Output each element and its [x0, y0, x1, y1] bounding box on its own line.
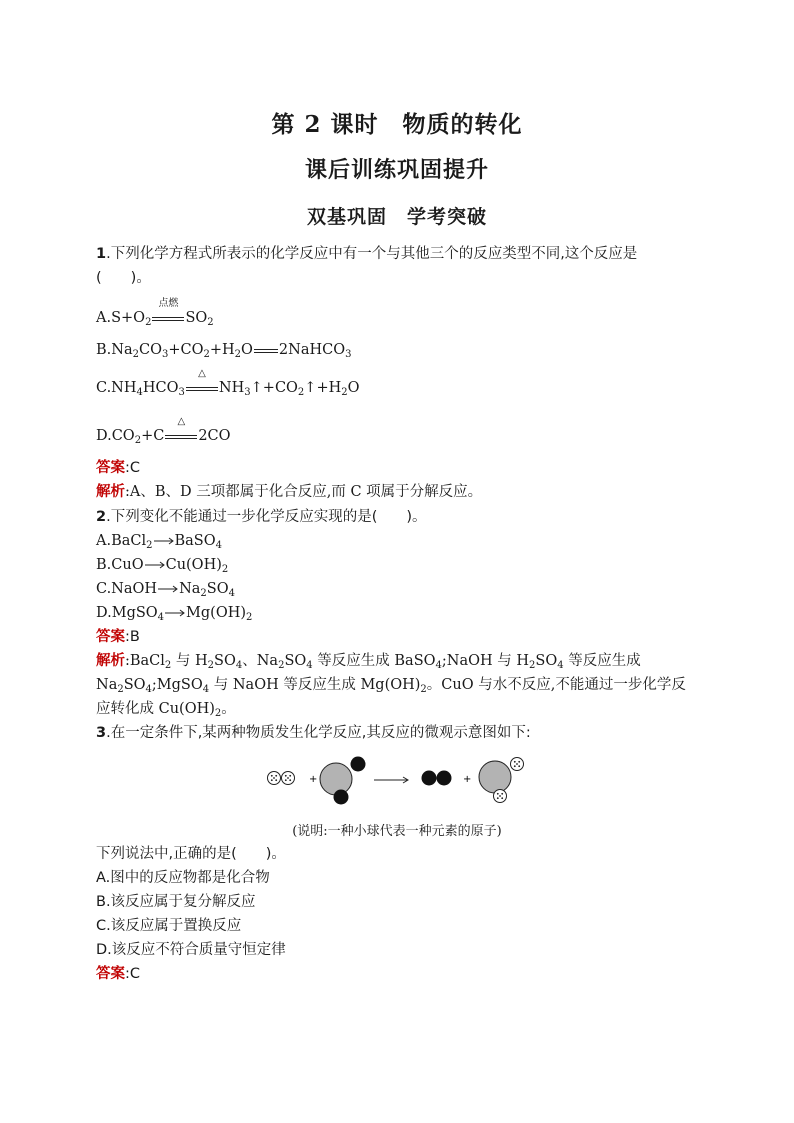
plus-sign-1: +: [309, 774, 318, 785]
q3-question: 下列说法中,正确的是( )。: [96, 846, 286, 862]
q2-option-c: C.NaOH $Na_2SO_4$: [96, 581, 235, 599]
black-diatomic-molecule: [422, 771, 452, 786]
equals-sign-with-condition: 点燃: [151, 311, 185, 325]
q2-option-b: B.CuO $Cu(OH)_2$: [96, 557, 229, 575]
q1-option-c: $C.NH_4HCO_3$ △ $NH_3↑+CO_2↑+H_2O$: [96, 368, 360, 398]
plus-sign-2: +: [463, 774, 472, 785]
q2-answer: 答案:B: [96, 629, 140, 645]
equals-sign-with-condition: △: [185, 381, 219, 395]
q2-option-a: A.BaCl$_2$ BaSO$_4$: [96, 533, 222, 551]
q1-answer: 答案:C: [96, 460, 141, 476]
lesson-title: 第 2 课时 物质的转化: [271, 111, 523, 138]
q1-stem-line2: ( )。: [96, 270, 151, 286]
equals-sign: [253, 343, 279, 357]
q3-option-a: A.图中的反应物都是化合物: [96, 870, 270, 886]
section-title: 课后训练巩固提升: [304, 157, 489, 183]
q2-explanation-line1: 解析:BaCl$_2$ 与 $H_2SO_4$、$Na_2SO_4$ 等反应生成 BaSO$_4$;NaOH 与 $H_2SO_4$ 等反应生成: [96, 653, 641, 671]
q3-option-c: C.该反应属于置换反应: [96, 918, 242, 934]
arrow-icon: [164, 608, 186, 618]
q3-stem: 3.在一定条件下,某两种物质发生化学反应,其反应的微观示意图如下:: [96, 725, 531, 741]
arrow-icon: [157, 584, 179, 594]
reaction-microscopic-diagram: [262, 752, 552, 808]
subsection-title: 双基巩固 学考突破: [306, 206, 487, 228]
q2-explanation-line2: $Na_2SO_4;MgSO_4$ 与 NaOH 等反应生成 $Mg(OH)_2$。CuO 与水不反应,不能通过一步化学反: [96, 677, 686, 695]
q1-stem-line1: 1.下列化学方程式所表示的化学反应中有一个与其他三个的反应类型不同,这个反应是: [96, 246, 638, 262]
reaction-arrow-icon: [374, 777, 408, 783]
diagram-caption: (说明:一种小球代表一种元素的原子): [292, 824, 502, 839]
q2-option-d: D.MgSO$_4$ $Mg(OH)_2$: [96, 605, 253, 623]
grey-black-molecule: [320, 757, 366, 805]
q3-option-b: B.该反应属于复分解反应: [96, 894, 256, 910]
equals-sign-with-condition: △: [164, 429, 198, 443]
arrow-icon: [144, 560, 166, 570]
dotted-diatomic-molecule: [268, 772, 295, 785]
arrow-icon: [153, 536, 175, 546]
q2-stem: 2.下列变化不能通过一步化学反应实现的是( )。: [96, 509, 427, 525]
q3-answer: 答案:C: [96, 966, 141, 982]
grey-dotted-molecule: [479, 758, 524, 803]
q1-explanation: 解析:A、B、D 三项都属于化合反应,而 C 项属于分解反应。: [96, 484, 483, 500]
q1-option-a: $A.S+O_2$ 点燃 $SO_2$: [96, 298, 214, 328]
q3-option-d: D.该反应不符合质量守恒定律: [96, 942, 286, 958]
q1-option-b: $B.Na_2CO_3+CO_2+H_2O$ 2NaHCO$_3$: [96, 342, 352, 360]
q1-option-d: $D.CO_2+C$ △ 2CO: [96, 416, 231, 446]
q2-explanation-line3: 应转化成 $Cu(OH)_2$。: [96, 701, 236, 719]
